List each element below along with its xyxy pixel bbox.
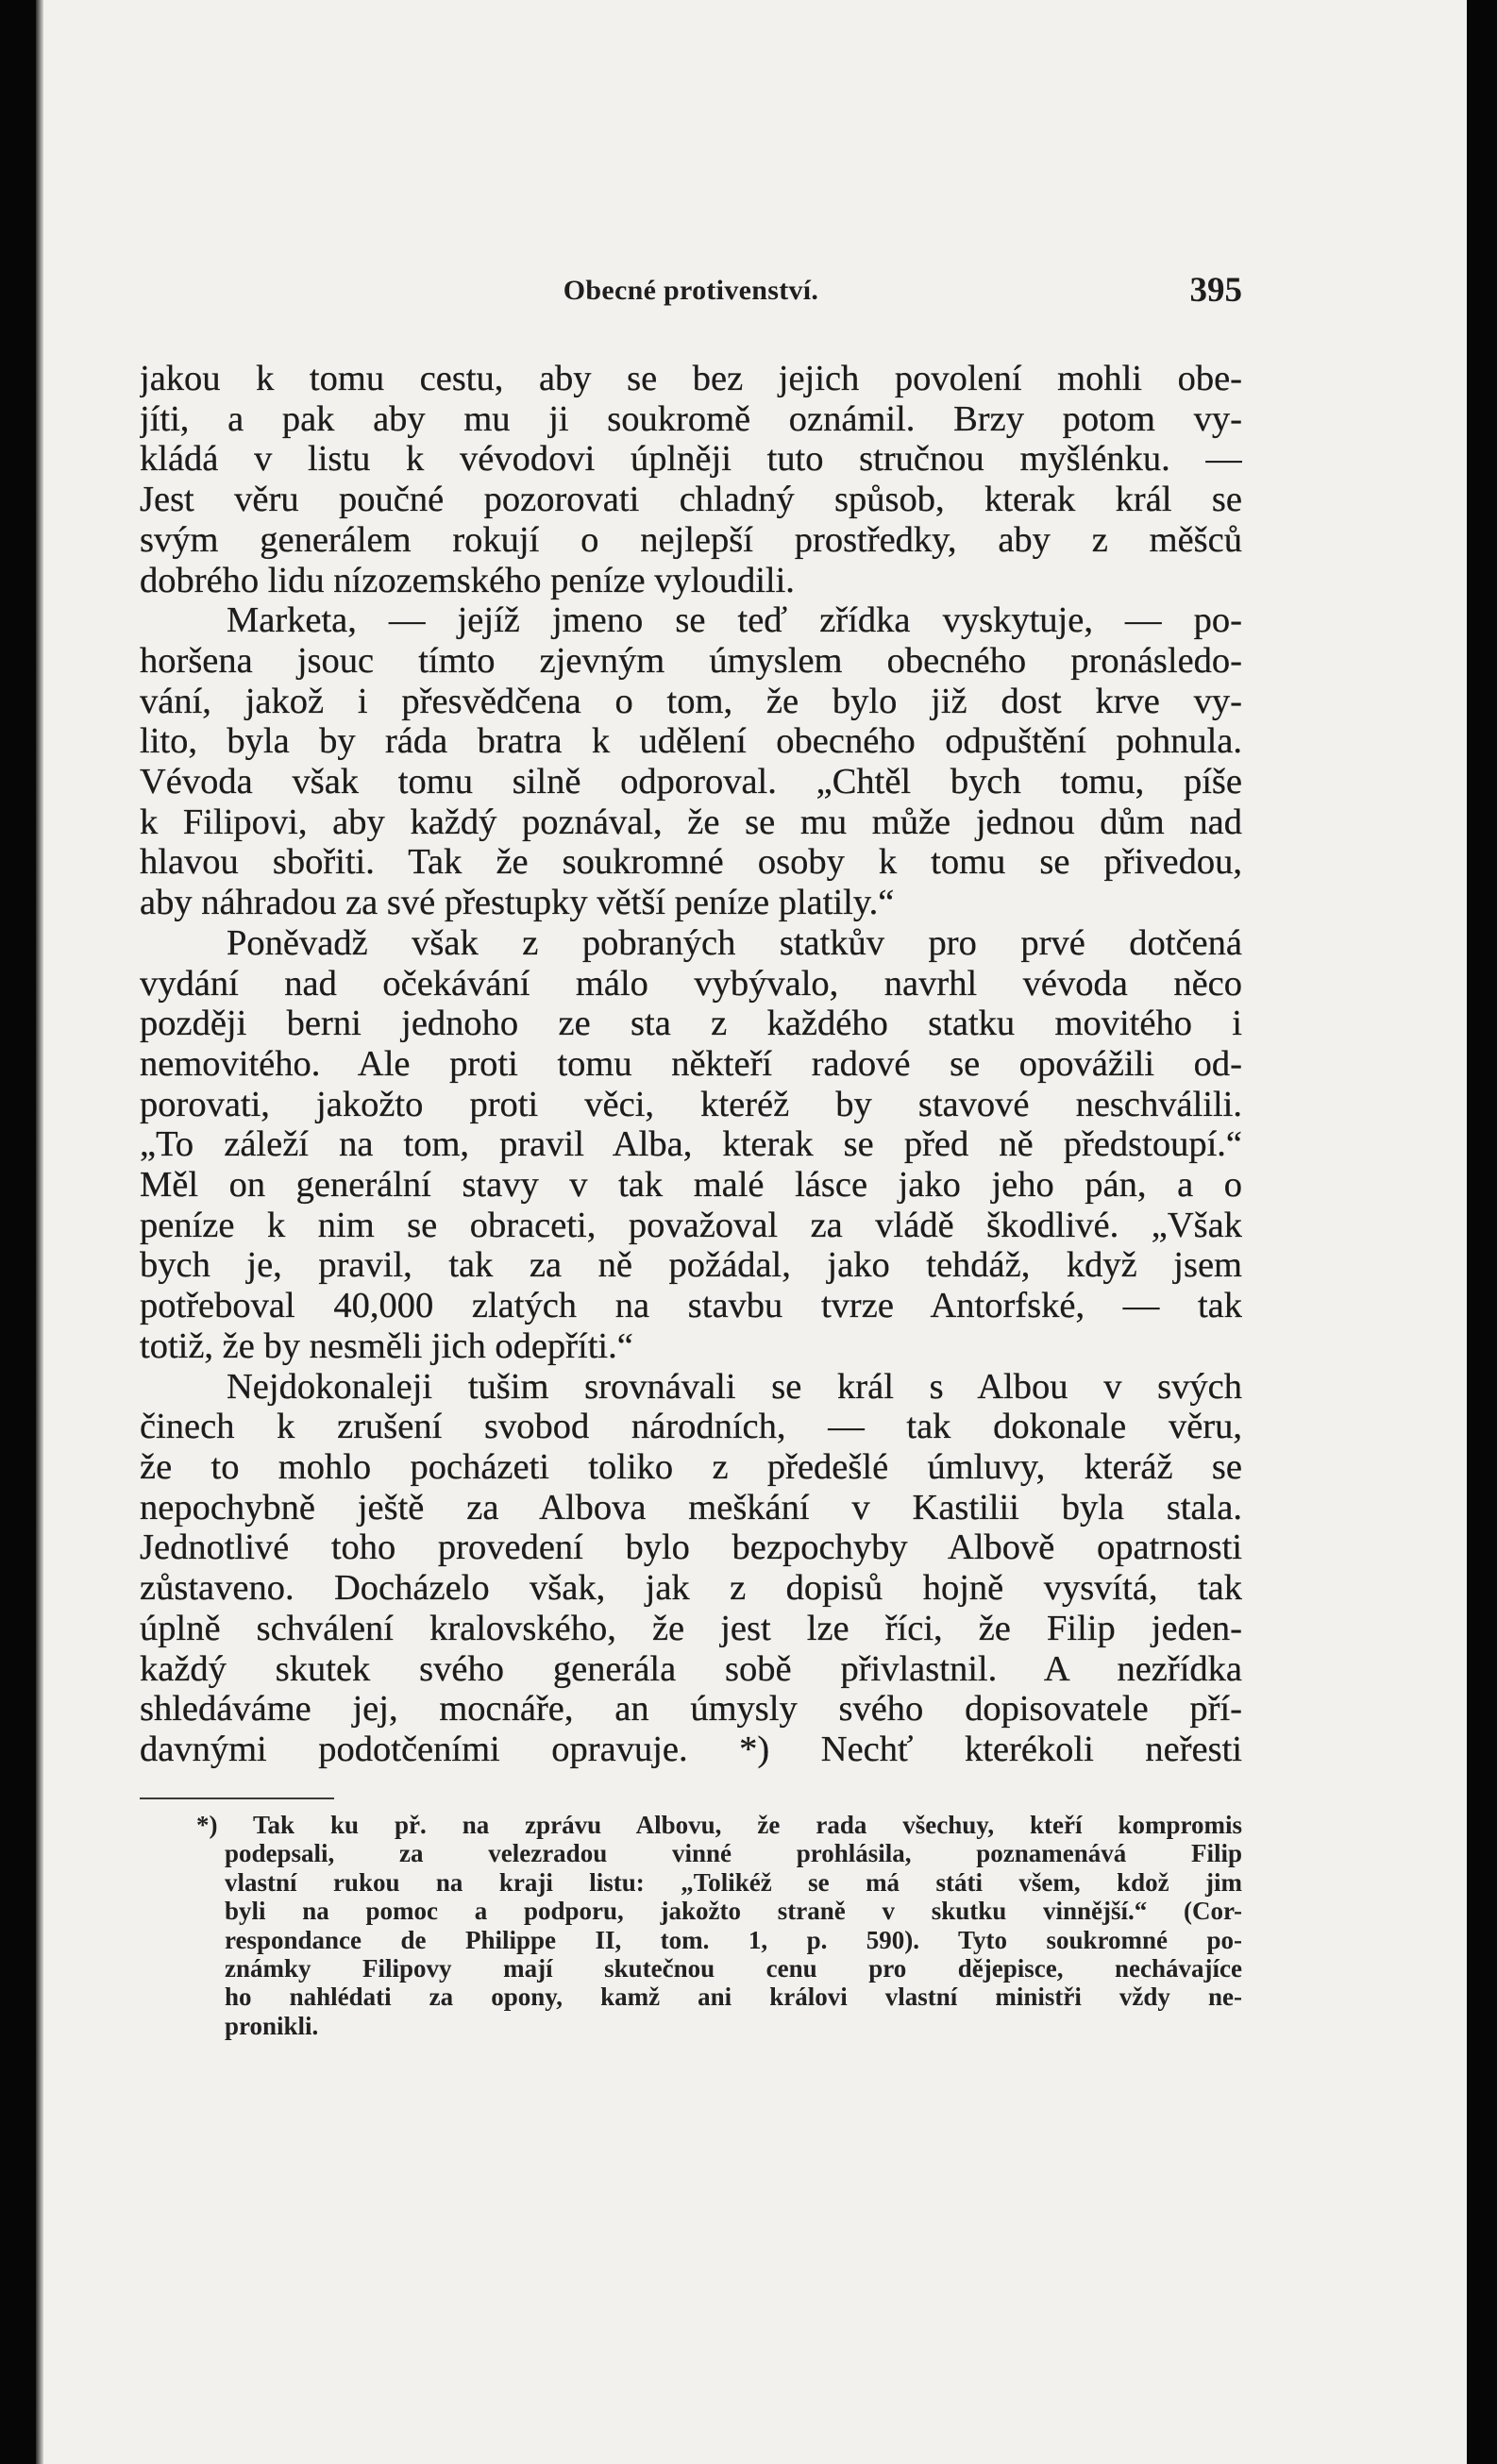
text-line: jíti, a pak aby mu ji soukromě oznámil. Brzy potom vy- <box>140 398 1242 439</box>
text-line: k Filipovi, aby každý poznával, že se mu může jednou dům nad <box>140 802 1242 842</box>
text-line: davnými podotčeními opravuje. *) Nechť kterékoli neřesti <box>140 1729 1242 1769</box>
main-text <box>140 359 1242 1770</box>
paragraph-start-line: Marketa, — jejíž jmeno se teď zřídka vyskytuje, — po- <box>227 600 1242 641</box>
text-line: každý skutek svého generála sobě přivlastnil. A nezřídka <box>140 1648 1242 1689</box>
text-line: dobrého lidu nízozemského peníze vyloudili. <box>140 560 795 600</box>
text-line: činech k zrušení svobod národních, — tak dokonale věru, <box>140 1407 1242 1447</box>
footnote-divider <box>140 1797 334 1799</box>
footnote <box>196 1811 1242 2040</box>
book-page <box>36 0 1467 2464</box>
footnote-line: známky Filipovy mají skutečnou cenu pro dějepisce, nechávajíce <box>225 1954 1242 1983</box>
text-line: totiž, že by nesměli jich odepříti.“ <box>140 1325 633 1366</box>
text-line: svým generálem rokují o nejlepší prostředky, aby z měšců <box>140 519 1242 560</box>
text-line: zůstaveno. Docházelo však, jak z dopisů hojně vysvítá, tak <box>140 1568 1242 1609</box>
paragraph-start-line: Nejdokonaleji tušim srovnávali se král s Albou v svých <box>227 1366 1242 1407</box>
text-line: vání, jakož i přesvědčena o tom, že bylo již dost krve vy- <box>140 681 1242 721</box>
footnote-line: respondance de Philippe II, tom. 1, p. 590). Tyto soukromné po- <box>225 1925 1242 1954</box>
text-line: jakou k tomu cestu, aby se bez jejich povolení mohli obe- <box>140 359 1242 398</box>
text-line: že to mohlo pocházeti toliko z předešlé úmluvy, kteráž se <box>140 1446 1242 1487</box>
footnote-line: vlastní rukou na kraji listu: „Tolikéž se má státi všem, kdož jim <box>225 1867 1242 1897</box>
footnote-line: *) Tak ku př. na zprávu Albovu, že rada všechuy, kteří kompromis <box>196 1811 1242 1839</box>
text-line: úplně schválení kralovského, že jest lze říci, že Filip jeden- <box>140 1608 1242 1648</box>
text-line: Měl on generální stavy v tak malé lásce jako jeho pán, a o <box>140 1165 1242 1206</box>
text-line: Vévoda však tomu silně odporoval. „Chtěl bych tomu, píše <box>140 762 1242 802</box>
text-line: porovati, jakožto proti věci, kteréž by stavové neschválili. <box>140 1084 1242 1124</box>
paragraph-start-line: Poněvadž však z pobraných statkův pro prvé dotčená <box>227 922 1242 963</box>
footnote-line: ho nahlédati za opony, kamž ani královi vlastní ministři vždy ne- <box>225 1983 1242 2012</box>
text-line: horšena jsouc tímto zjevným úmyslem obecného pronásledo- <box>140 640 1242 681</box>
text-line: vydání nad očekávání málo vybývalo, navrhl vévoda něco <box>140 963 1242 1004</box>
text-line: aby náhradou za své přestupky větší peníze platily.“ <box>140 883 895 923</box>
text-line: bych je, pravil, tak za ně požádal, jako tehdáž, když jsem <box>140 1245 1242 1286</box>
text-line: Jednotlivé toho provedení bylo bezpochyby Albově opatrnosti <box>140 1527 1242 1568</box>
text-line: kládá v listu k vévodovi úplněji tuto stručnou myšlénku. — <box>140 439 1242 480</box>
running-title: Obecné protivenství. <box>563 275 819 306</box>
text-line: potřeboval 40,000 zlatých na stavbu tvrze Antorfské, — tak <box>140 1286 1242 1326</box>
text-line: hlavou sbořiti. Tak že soukromné osoby k tomu se přivedou, <box>140 842 1242 883</box>
footnote-line: byli na pomoc a podporu, jakožto straně v skutku vinnější.“ (Cor- <box>225 1897 1242 1926</box>
text-line: později berni jednoho ze sta z každého statku movitého i <box>140 1004 1242 1044</box>
text-line: lito, byla by ráda bratra k udělení obecného odpuštění pohnula. <box>140 721 1242 762</box>
text-line: peníze k nim se obraceti, považoval za vládě škodlivé. „Však <box>140 1205 1242 1245</box>
text-line: nemovitého. Ale proti tomu někteří radové se opovážili od- <box>140 1043 1242 1084</box>
text-line: Jest věru poučné pozorovati chladný spůsob, kterak král se <box>140 480 1242 520</box>
footnote-line: podepsali, za velezradou vinné prohlásila, poznamenává Filip <box>225 1839 1242 1868</box>
text-line: shledáváme jej, mocnáře, an úmysly svého dopisovatele pří- <box>140 1689 1242 1730</box>
text-line: nepochybně ještě za Albova meškání v Kastilii byla stala. <box>140 1487 1242 1527</box>
page-header <box>140 268 1242 313</box>
text-line: „To záleží na tom, pravil Alba, kterak se před ně předstoupí.“ <box>140 1124 1242 1165</box>
page-number: 395 <box>1189 271 1242 310</box>
footnote-line: pronikli. <box>225 2011 319 2040</box>
page-gutter-shadow <box>36 0 43 2464</box>
